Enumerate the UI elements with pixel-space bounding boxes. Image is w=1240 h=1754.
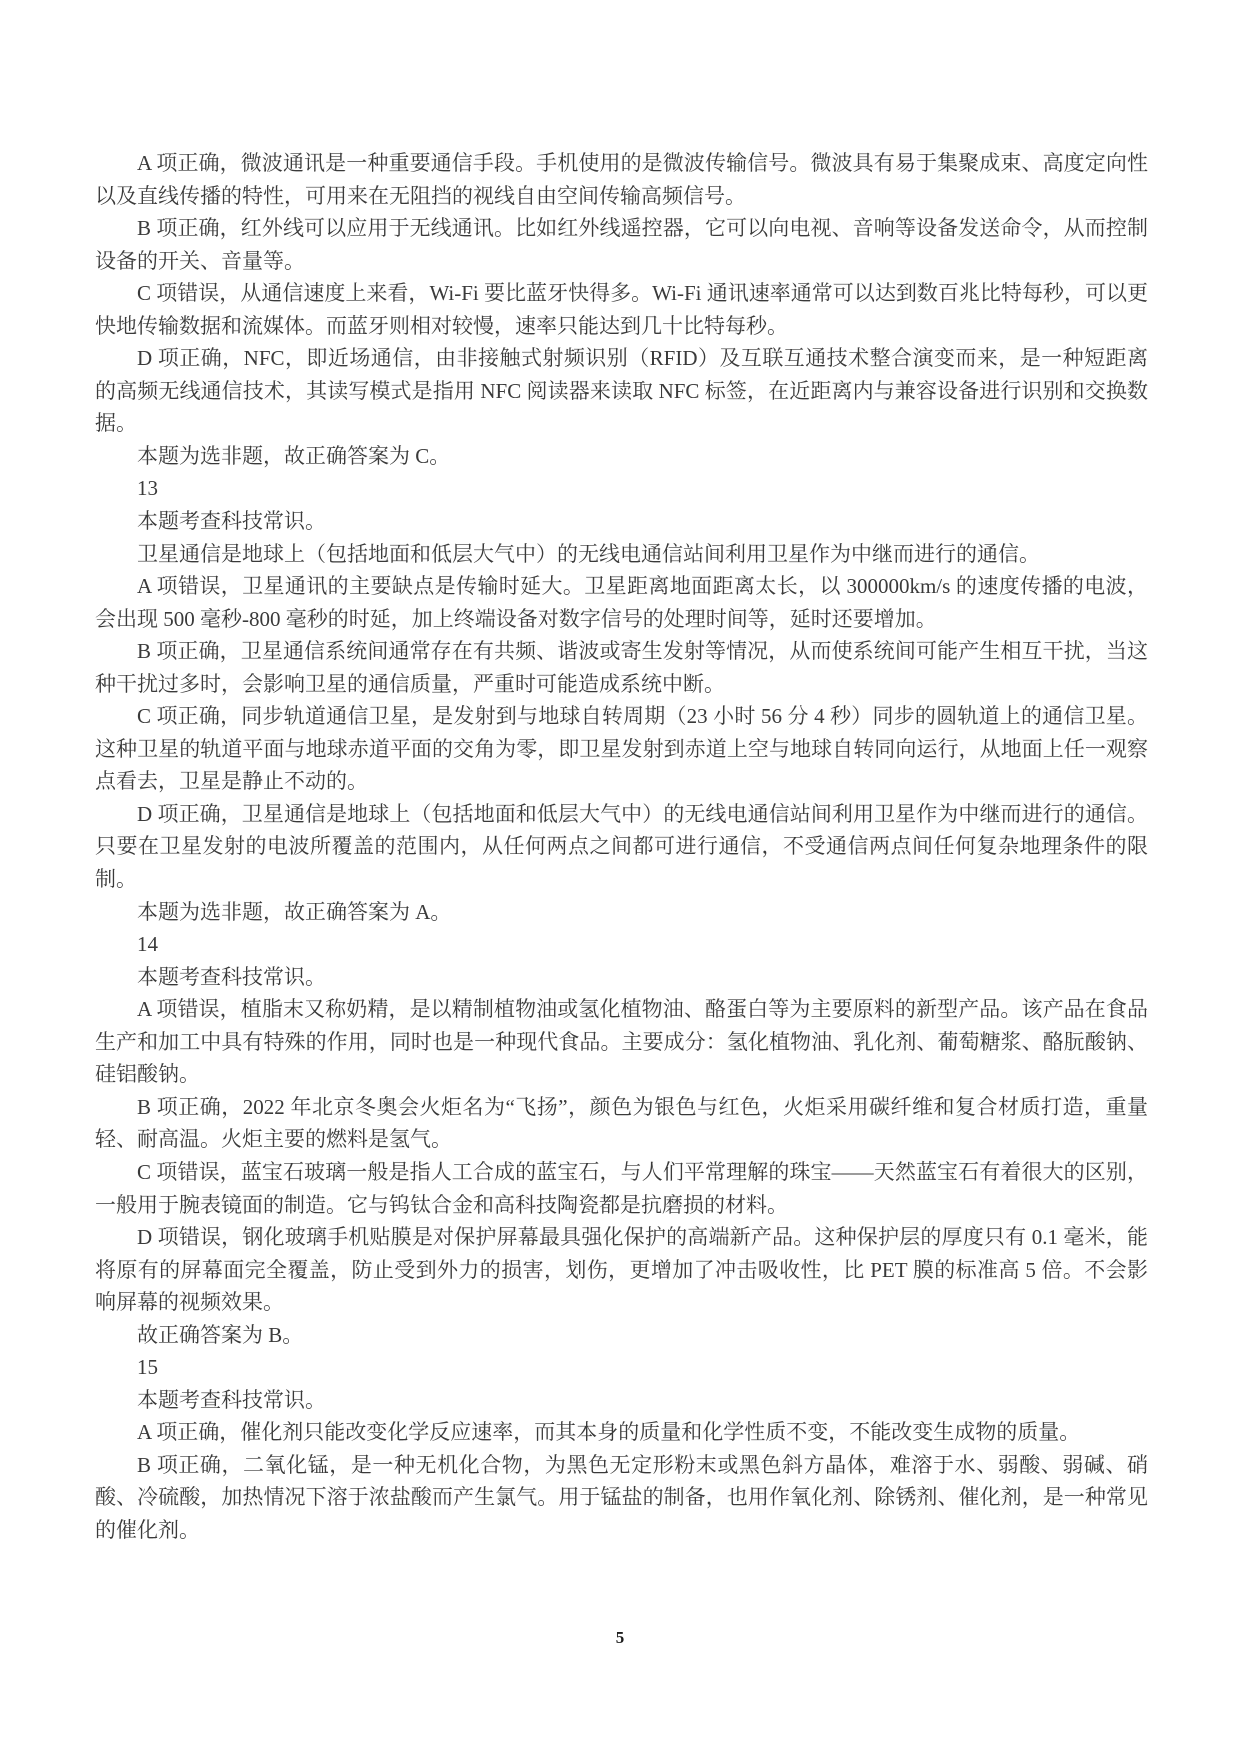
- page-number: 5: [615, 1628, 625, 1647]
- topic-intro: 本题考查科技常识。: [137, 509, 326, 534]
- topic-intro: 本题考查科技常识。: [137, 964, 326, 989]
- option-analysis: C 项错误，蓝宝石玻璃一般是指人工合成的蓝宝石，与人们平常理解的珠宝——天然蓝宝石有着很大的区别，一般用于腕表镜面的制造。它与钨钛合金和高科技陶瓷都是抗磨损的材料。: [95, 1159, 1148, 1217]
- answer-conclusion: 故正确答案为 B。: [137, 1322, 304, 1347]
- option-analysis: B 项正确，卫星通信系统间通常存在有共频、谐波或寄生发射等情况，从而使系统间可能产生相互干扰，当这种干扰过多时，会影响卫星的通信质量，严重时可能造成系统中断。: [95, 639, 1148, 696]
- option-analysis: D 项错误，钢化玻璃手机贴膜是对保护屏幕最具强化保护的高端新产品。这种保护层的厚度只有 0.1 毫米，能将原有的屏幕面完全覆盖，防止受到外力的损害，划伤，更增加了冲击吸收性，比 PET 膜的标准高 5 倍。不会影响屏幕的视频效果。: [95, 1225, 1148, 1315]
- option-analysis: A 项错误，卫星通讯的主要缺点是传输时延大。卫星距离地面距离太长，以 300000km/s 的速度传播的电波，会出现 500 毫秒-800 毫秒的时延，加上终端设备对数字信号的处理时间等，延时还要增加。: [95, 574, 1148, 631]
- question-number: 14: [137, 932, 158, 957]
- answer-conclusion: 本题为选非题，故正确答案为 C。: [137, 443, 451, 468]
- answer-conclusion: 本题为选非题，故正确答案为 A。: [137, 899, 452, 924]
- option-analysis: A 项正确，微波通讯是一种重要通信手段。手机使用的是微波传输信号。微波具有易于集聚成束、高度定向性以及直线传播的特性，可用来在无阻挡的视线自由空间传输高频信号。: [95, 151, 1148, 208]
- option-analysis: B 项正确，二氧化锰，是一种无机化合物，为黑色无定形粉末或黑色斜方晶体，难溶于水、弱酸、弱碱、硝酸、冷硫酸，加热情况下溶于浓盐酸而产生氯气。用于锰盐的制备，也用作氧化剂、除锈剂、催化剂，是一种常见的催化剂。: [95, 1452, 1148, 1542]
- question-number: 15: [137, 1355, 158, 1380]
- answer-explanations: [95, 147, 1148, 1547]
- option-analysis: D 项正确，NFC，即近场通信，由非接触式射频识别（RFID）及互联互通技术整合演变而来，是一种短距离的高频无线通信技术，其读写模式是指用 NFC 阅读器来读取 NFC 标签，在近距离内与兼容设备进行识别和交换数据。: [95, 346, 1148, 436]
- option-analysis: A 项错误，植脂末又称奶精，是以精制植物油或氢化植物油、酪蛋白等为主要原料的新型产品。该产品在食品生产和加工中具有特殊的作用，同时也是一种现代食品。主要成分：氢化植物油、乳化剂、葡萄糖浆、酪朊酸钠、硅铝酸钠。: [95, 997, 1148, 1087]
- option-analysis: B 项正确，红外线可以应用于无线通讯。比如红外线遥控器，它可以向电视、音响等设备发送命令，从而控制设备的开关、音量等。: [95, 216, 1148, 273]
- option-analysis: D 项正确，卫星通信是地球上（包括地面和低层大气中）的无线电通信站间利用卫星作为中继而进行的通信。只要在卫星发射的电波所覆盖的范围内，从任何两点之间都可进行通信，不受通信两点间任何复杂地理条件的限制。: [95, 801, 1148, 892]
- option-analysis: C 项错误，从通信速度上来看，Wi-Fi 要比蓝牙快得多。Wi-Fi 通讯速率通常可以达到数百兆比特每秒，可以更快地传输数据和流媒体。而蓝牙则相对较慢，速率只能达到几十比特每秒。: [95, 281, 1148, 338]
- option-analysis: C 项正确，同步轨道通信卫星，是发射到与地球自转周期（23 小时 56 分 4 秒）同步的圆轨道上的通信卫星。这种卫星的轨道平面与地球赤道平面的交角为零，即卫星发射到赤道上空与地球自转同向运行，从地面上任一观察点看去，卫星是静止不动的。: [95, 704, 1148, 794]
- background-note: 卫星通信是地球上（包括地面和低层大气中）的无线电通信站间利用卫星作为中继而进行的通信。: [137, 541, 1040, 566]
- option-analysis: A 项正确，催化剂只能改变化学反应速率，而其本身的质量和化学性质不变，不能改变生成物的质量。: [137, 1420, 1081, 1445]
- topic-intro: 本题考查科技常识。: [137, 1387, 326, 1412]
- option-analysis: B 项正确，2022 年北京冬奥会火炬名为“飞扬”，颜色为银色与红色，火炬采用碳纤维和复合材质打造，重量轻、耐高温。火炬主要的燃料是氢气。: [95, 1094, 1148, 1152]
- question-number: 13: [137, 476, 158, 501]
